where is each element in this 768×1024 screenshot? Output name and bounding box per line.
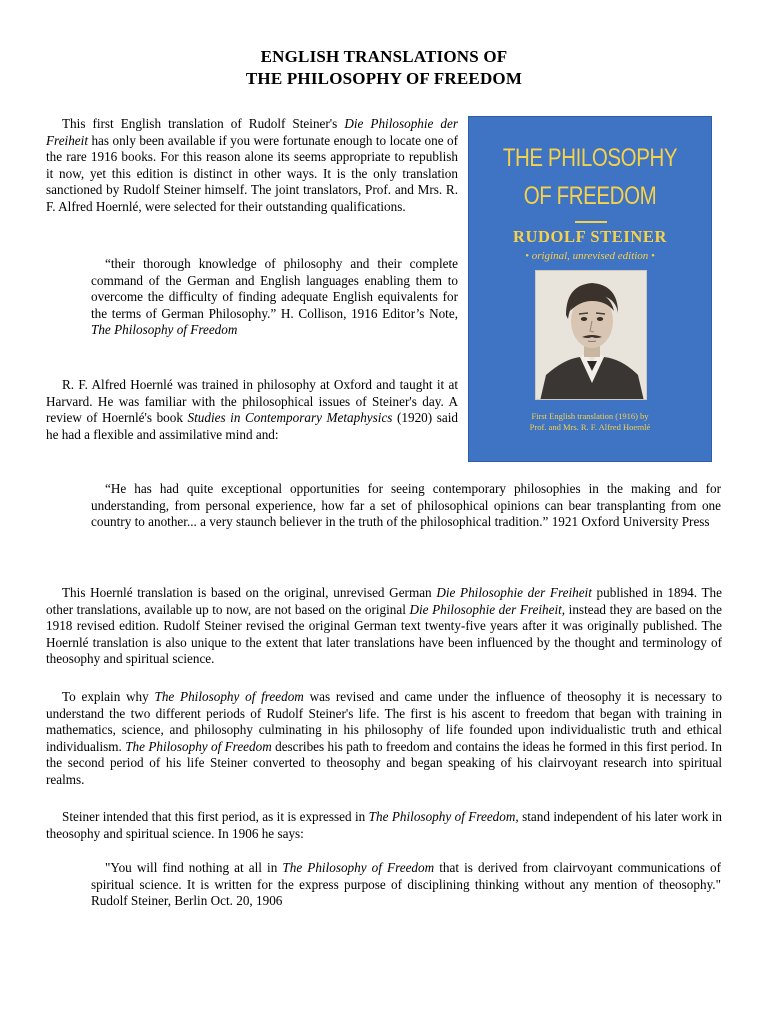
hoernle-book-title: Studies in Contemporary Metaphysics <box>187 410 393 425</box>
quote3-text-2: that is derived from clairvoyant communications of spiritual science. It is written for the express purpose of disciplining thinking without any mention of theosophy." Rudolf Steiner, Berlin Oct. 20, 1906 <box>91 860 721 908</box>
intro-title-german: Die Philosophie der Freiheit <box>46 116 459 148</box>
title-line-2: THE PHILOSOPHY OF FREEDOM <box>245 69 523 88</box>
quote1-text: “their thorough knowledge of philosophy and their complete command of the German and English languages enabling them to overcome the difficulty of finding adequate English equivalents for the terms of German Philosophy.” H. Collison, 1916 Editor’s Note, <box>91 256 458 321</box>
steiner-quote <box>91 860 721 910</box>
collison-quote <box>91 256 458 339</box>
cover-author: RUDOLF STEINER <box>512 227 668 246</box>
cover-caption-line-1: First English translation (1916) by <box>531 411 649 421</box>
cover-divider <box>575 221 607 223</box>
intended-text-1: Steiner intended that this first period, as it is expressed in <box>62 809 369 824</box>
explain-text-2: was revised and came under the influence of theosophy it is necessary to understand the two different periods of Rudolf Steiner's life. The first is his ascent to freedom that began with training in mathematics, science, and philosophy culminating in his philosophy of life founded upon individualistic truth and ethical individualism. <box>46 689 722 754</box>
cover-title-line-2: OF FREEDOM <box>523 182 657 210</box>
translation-text-3: instead they are based on the 1918 revised edition. Rudolf Steiner revised the original German text twenty-five years after it was originally published. The Hoernlé translation is also unique to the extent that later translations have been influenced by the thought and terminology of theosophy and spiritual science. <box>46 601 722 666</box>
quote3-title: The Philosophy of Freedom <box>282 860 435 875</box>
cover-edition: • original, unrevised edition • <box>525 250 655 262</box>
title-line-1: ENGLISH TRANSLATIONS OF <box>260 47 508 66</box>
translation-paragraph <box>46 585 722 668</box>
portrait-illustration <box>536 271 647 400</box>
intro-text-2: has only been available if you were fortunate enough to locate one of the rare 1916 books. For this reason alone its seems appropriate to republish it now, yet this edition is distinct in other ways. It is the only translation sanctioned by Rudolf Steiner himself. The joint translators, Prof. and Mrs. R. F. Alfred Hoernlé, were selected for their outstanding qualifications. <box>46 132 458 214</box>
book-cover-image <box>468 116 712 462</box>
page-title <box>0 46 768 90</box>
explain-text-1: To explain why <box>62 689 155 704</box>
intro-paragraph <box>46 116 458 215</box>
cover-caption-line-2: Prof. and Mrs. R. F. Alfred Hoernlé <box>529 422 651 432</box>
explain-title-2: The Philosophy of Freedom <box>125 738 272 754</box>
quote1-book-title: The Philosophy of Freedom <box>91 322 238 337</box>
author-portrait-image <box>535 270 647 400</box>
intended-title: The Philosophy of Freedom, <box>368 809 519 824</box>
translation-title-2: Die Philosophie der Freiheit, <box>409 601 566 617</box>
explain-title-1: The Philosophy of freedom <box>154 689 304 704</box>
intro-text-1: This first English translation of Rudolf Steiner's <box>62 116 345 131</box>
hoernle-text-1: R. F. Alfred Hoernlé was trained in philosophy at Oxford and taught it at Harvard. He was familiar with the philosophical issues of Steiner's day. A review of Hoernlé's book <box>46 377 458 425</box>
hoernle-paragraph <box>46 377 458 443</box>
cover-title-line-1: THE PHILOSOPHY <box>502 144 678 172</box>
explain-text-3: describes his path to freedom and contains the ideas he formed in this first period. In the second period of his life Steiner converted to theosophy and began speaking of his clairvoyant research into spiritual realms. <box>46 738 723 787</box>
quote3-text-1: "You will find nothing at all in <box>105 860 283 875</box>
oxford-quote <box>91 481 721 531</box>
translation-title-1: Die Philosophie der Freiheit <box>436 585 592 600</box>
intended-text-2: stand independent of his later work in theosophy and spiritual science. In 1906 he says: <box>46 809 722 841</box>
hoernle-text-2: (1920) said he had a flexible and assimilative mind and: <box>46 410 458 442</box>
explain-paragraph <box>46 689 722 788</box>
intended-paragraph <box>46 809 722 842</box>
translation-text-1: This Hoernlé translation is based on the original, unrevised German <box>62 585 437 600</box>
translation-text-2: published in 1894. The other translations, available up to now, are not based on the original <box>46 585 722 617</box>
quote2-text: “He has had quite exceptional opportunities for seeing contemporary philosophies in the making and for understanding, from personal experience, how far a set of philosophical opinions can bear transplanting from one country to another... a very staunch believer in the truth of the philosophical tradition.” 1921 Oxford University Press <box>91 481 721 529</box>
